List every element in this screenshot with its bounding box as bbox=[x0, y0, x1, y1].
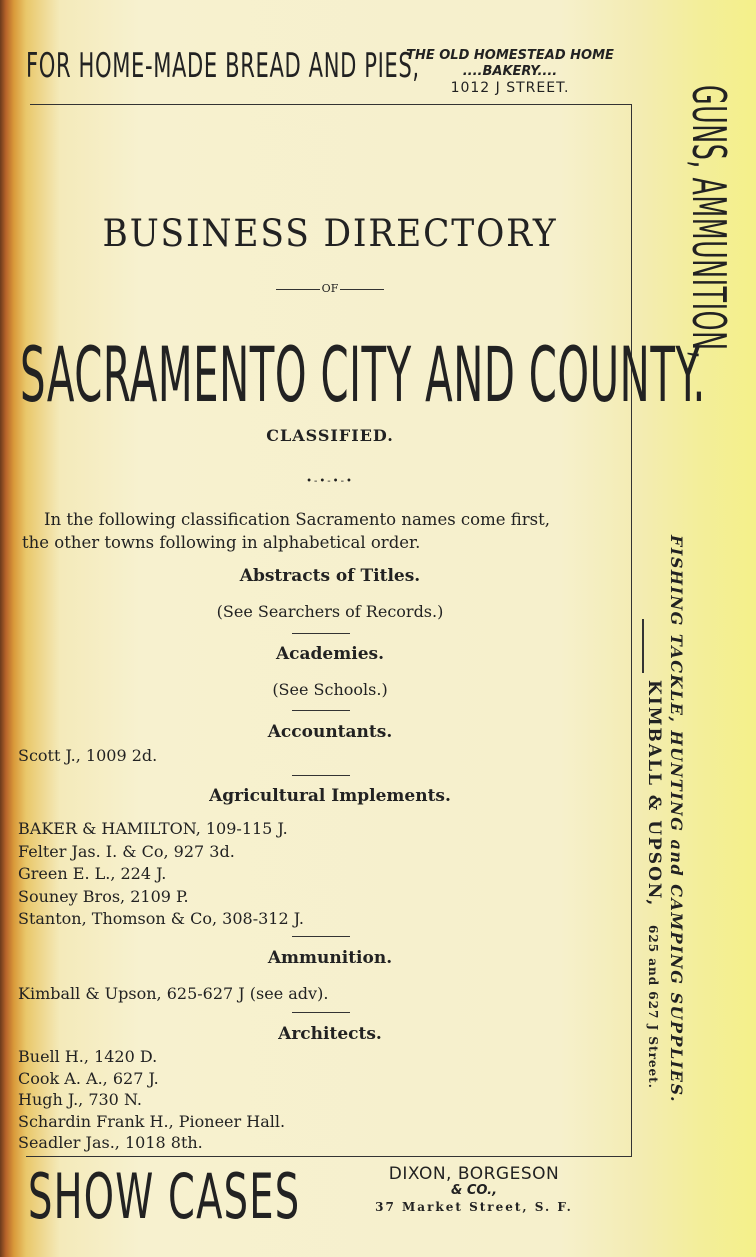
section-heading-agricultural: Agricultural Implements. bbox=[209, 786, 451, 806]
list-item: Green E. L., 224 J. bbox=[18, 864, 167, 883]
bakery-address: 1012 J STREET. bbox=[450, 80, 570, 96]
side-ad-rule bbox=[642, 619, 644, 673]
top-ad-headline: FOR HOME-MADE BREAD AND PIES, bbox=[26, 46, 420, 86]
section-heading-ammunition: Ammunition. bbox=[267, 948, 393, 968]
section-heading-academies: Academies. bbox=[275, 644, 384, 664]
bottom-ad-company bbox=[338, 1164, 610, 1214]
intro-paragraph bbox=[22, 508, 630, 554]
side-ad-company: KIMBALL & UPSON, bbox=[644, 680, 664, 908]
list-item: Seadler Jas., 1018 8th. bbox=[18, 1133, 203, 1152]
ornament-divider: •-•-•-• bbox=[306, 476, 354, 487]
bottom-ad-co: & CO., bbox=[450, 1183, 498, 1198]
bakery-ad bbox=[404, 48, 616, 96]
side-ad-subline: FISHING TACKLE, HUNTING and CAMPING SUPPLIES. bbox=[667, 535, 686, 1104]
side-ad-address: 625 and 627 J Street. bbox=[646, 925, 660, 1089]
section-separator bbox=[292, 710, 350, 711]
list-item: Souney Bros, 2109 P. bbox=[18, 886, 189, 906]
intro-line-1: In the following classification Sacramento names come first, bbox=[44, 510, 550, 529]
top-rule bbox=[30, 104, 632, 105]
list-item: Felter Jas. I. & Co, 927 3d. bbox=[18, 841, 235, 861]
list-item: Buell H., 1420 D. bbox=[18, 1047, 158, 1066]
page-title: BUSINESS DIRECTORY bbox=[102, 212, 558, 255]
list-item: BAKER & HAMILTON, 109-115 J. bbox=[18, 819, 288, 838]
see-reference-abstracts: (See Searchers of Records.) bbox=[216, 602, 444, 621]
bottom-ad-name: DIXON, BORGESON bbox=[388, 1164, 560, 1184]
list-item: Scott J., 1009 2d. bbox=[18, 746, 158, 765]
section-separator bbox=[292, 775, 350, 776]
entries-agricultural bbox=[18, 818, 304, 931]
of-divider bbox=[30, 282, 630, 295]
classified-label: CLASSIFIED. bbox=[266, 426, 394, 445]
side-advertisement bbox=[644, 85, 736, 1195]
entries-architects bbox=[18, 1046, 285, 1154]
see-reference-academies: (See Schools.) bbox=[272, 680, 388, 699]
section-separator bbox=[292, 633, 350, 634]
bakery-name-line1: THE OLD HOMESTEAD HOME bbox=[406, 48, 614, 63]
of-label: OF bbox=[321, 282, 339, 295]
list-item: Stanton, Thomson & Co, 308-312 J. bbox=[18, 909, 304, 928]
list-item: Cook A. A., 627 J. bbox=[18, 1068, 159, 1088]
section-heading-architects: Architects. bbox=[278, 1024, 382, 1044]
list-item: Schardin Frank H., Pioneer Hall. bbox=[18, 1111, 286, 1131]
section-separator bbox=[292, 936, 350, 937]
bottom-ad-address: 37 Market Street, S. F. bbox=[375, 1200, 573, 1214]
entries-accountants bbox=[18, 746, 157, 765]
list-item: Kimball & Upson, 625-627 J (see adv). bbox=[18, 984, 329, 1003]
section-heading-accountants: Accountants. bbox=[267, 722, 393, 742]
section-heading-abstracts: Abstracts of Titles. bbox=[239, 566, 421, 586]
entries-ammunition bbox=[18, 984, 328, 1003]
bottom-ad-headline: SHOW CASES bbox=[28, 1160, 301, 1233]
bottom-rule bbox=[26, 1156, 632, 1157]
intro-line-2: the other towns following in alphabetical order. bbox=[22, 533, 421, 552]
right-frame-rule bbox=[631, 104, 632, 1156]
bakery-name-line2: ....BAKERY.... bbox=[462, 64, 558, 79]
side-ad-headline: GUNS, AMMUNITION, bbox=[682, 85, 736, 360]
list-item: Hugh J., 730 N. bbox=[18, 1090, 143, 1109]
city-title: SACRAMENTO CITY AND COUNTY. bbox=[20, 330, 706, 419]
section-separator bbox=[292, 1012, 350, 1013]
